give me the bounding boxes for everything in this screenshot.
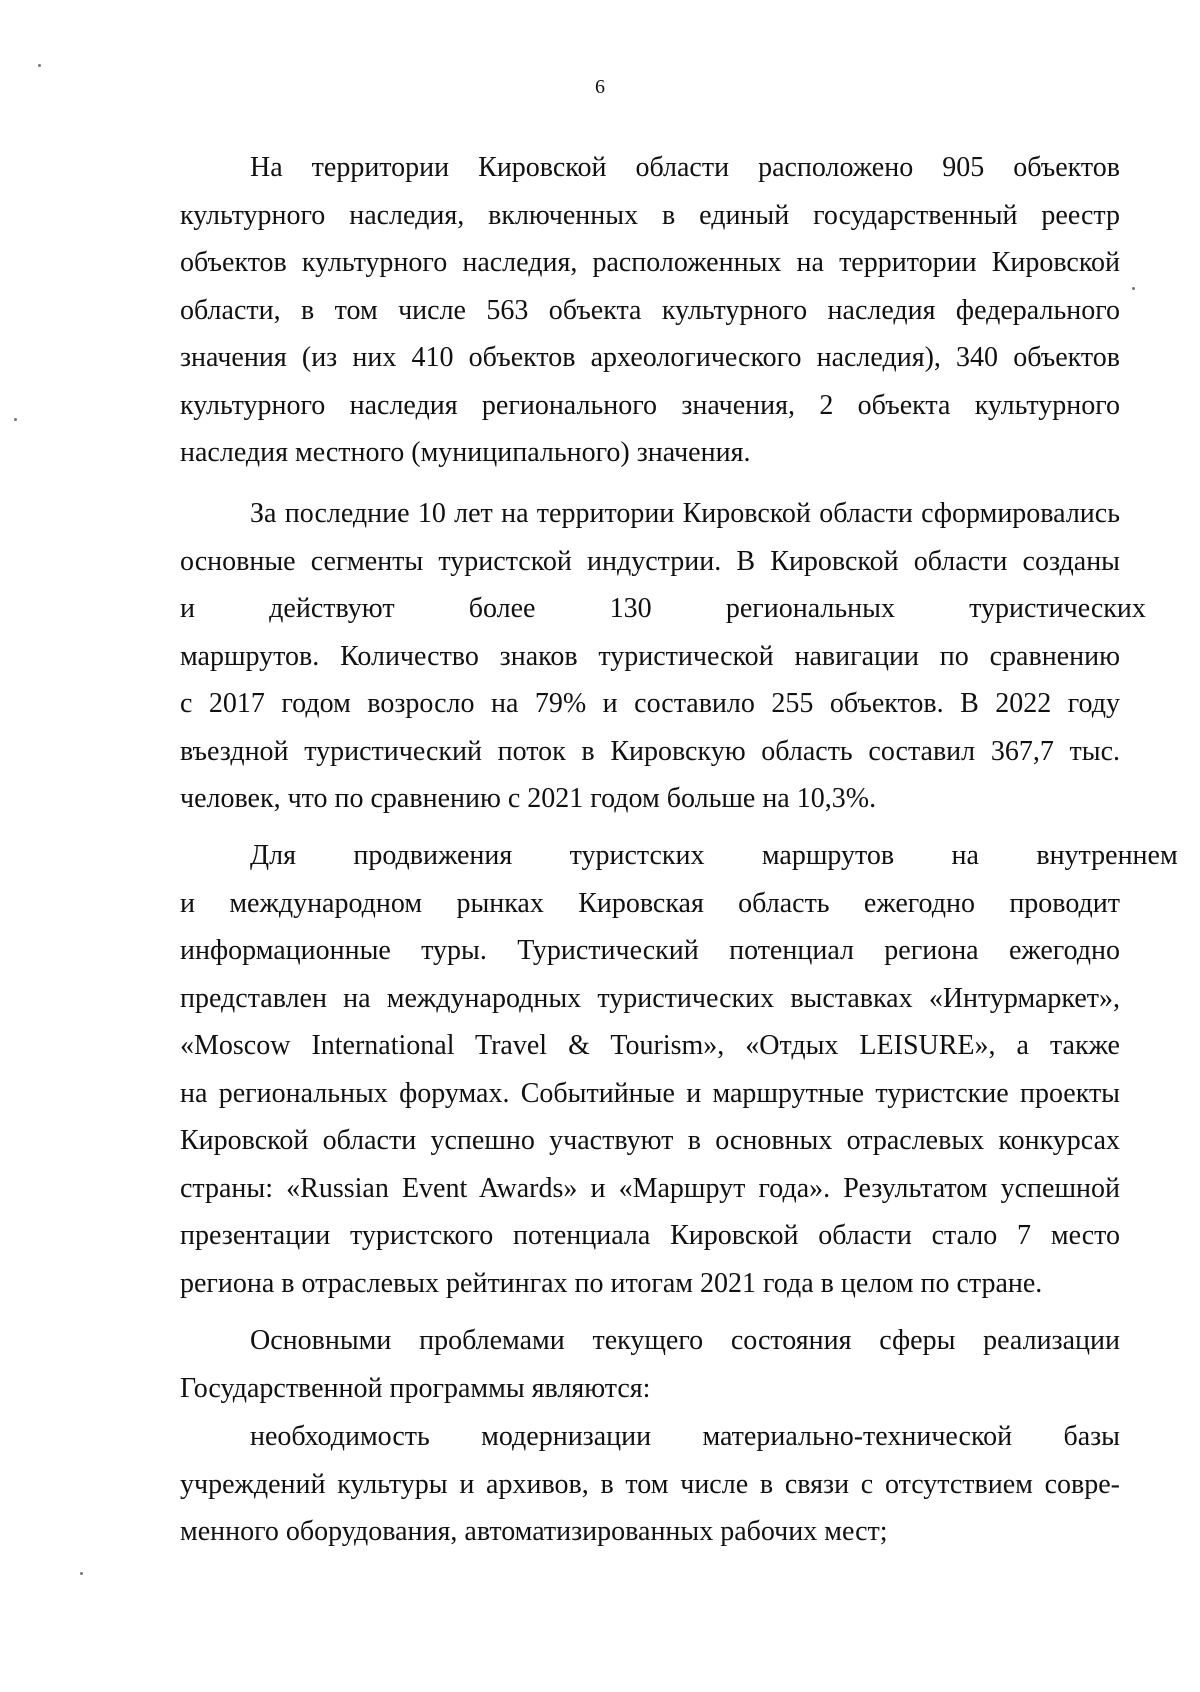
paragraph-line: необходимость модернизации материально-технической базы (250, 1421, 1120, 1452)
paragraph-line: значения (из них 410 объектов археологического наследия), 340 объектов (180, 342, 1120, 373)
paragraph-tourism-industry (180, 490, 1146, 823)
paragraph-line: Для продвижения туристских маршрутов на внутреннем (250, 840, 1178, 871)
paragraph-line: въездной туристический поток в Кировскую область составил 367,7 тыс. (180, 735, 1120, 767)
paragraph-line: «Moscow International Travel & Tourism», «Отдых LEISURE», а также (180, 1030, 1120, 1061)
paragraph-line: и действуют более 130 региональных туристических (180, 593, 1146, 624)
paragraph-line: маршрутов. Количество знаков туристической навигации по сравнению (180, 640, 1120, 672)
paragraph-line: менного оборудования, автоматизированных рабочих мест; (180, 1516, 888, 1547)
paragraph-line: представлен на международных туристических выставках «Интурмаркет», (180, 982, 1120, 1014)
scan-speck (38, 64, 41, 67)
page-number: 6 (595, 76, 605, 98)
paragraph-cultural-heritage (180, 144, 1120, 477)
paragraph-line: с 2017 годом возросло на 79% и составило 255 объектов. В 2022 году (180, 688, 1120, 719)
paragraph-line: наследия местного (муниципального) значения. (180, 437, 751, 468)
paragraph-line: культурного наследия, включенных в единый государственный реестр (180, 199, 1120, 231)
paragraph-main-problems (180, 1317, 1120, 1412)
scan-speck (14, 418, 17, 421)
paragraph-line: культурного наследия регионального значения, 2 объекта культурного (180, 389, 1120, 421)
paragraph-line: Государственной программы являются: (180, 1372, 651, 1404)
paragraph-line: Основными проблемами текущего состояния сферы реализации (250, 1325, 1120, 1356)
paragraph-line: За последние 10 лет на территории Кировской области сформировались (250, 498, 1120, 529)
paragraph-line: учреждений культуры и архивов, в том числе в связи с отсутствием совре- (180, 1468, 1120, 1500)
paragraph-line: на региональных форумах. Событийные и маршрутные туристские проекты (180, 1077, 1120, 1109)
paragraph-line: презентации туристского потенциала Кировской области стало 7 место (180, 1220, 1120, 1251)
paragraph-line: человек, что по сравнению с 2021 годом больше на 10,3%. (180, 783, 877, 814)
paragraph-tourism-promotion (180, 832, 1178, 1307)
paragraph-line: региона в отраслевых рейтингах по итогам 2021 года в целом по стране. (180, 1267, 1043, 1299)
scan-speck (80, 1572, 83, 1575)
paragraph-line: страны: «Russian Event Awards» и «Маршрут года». Результатом успешной (180, 1172, 1120, 1204)
paragraph-line: На территории Кировской области расположено 905 объектов (250, 152, 1120, 183)
paragraph-line: области, в том числе 563 объекта культурного наследия федерального (180, 294, 1120, 326)
paragraph-line: объектов культурного наследия, расположенных на территории Кировской (180, 247, 1120, 278)
scan-speck (1132, 287, 1135, 290)
paragraph-line: информационные туры. Туристический потенциал региона ежегодно (180, 935, 1120, 966)
paragraph-line: и международном рынках Кировская область ежегодно проводит (180, 887, 1120, 919)
paragraph-line: Кировской области успешно участвуют в основных отраслевых конкурсах (180, 1125, 1120, 1156)
paragraph-line: основные сегменты туристской индустрии. В Кировской области созданы (180, 545, 1120, 577)
paragraph-modernization-need (180, 1413, 1120, 1556)
